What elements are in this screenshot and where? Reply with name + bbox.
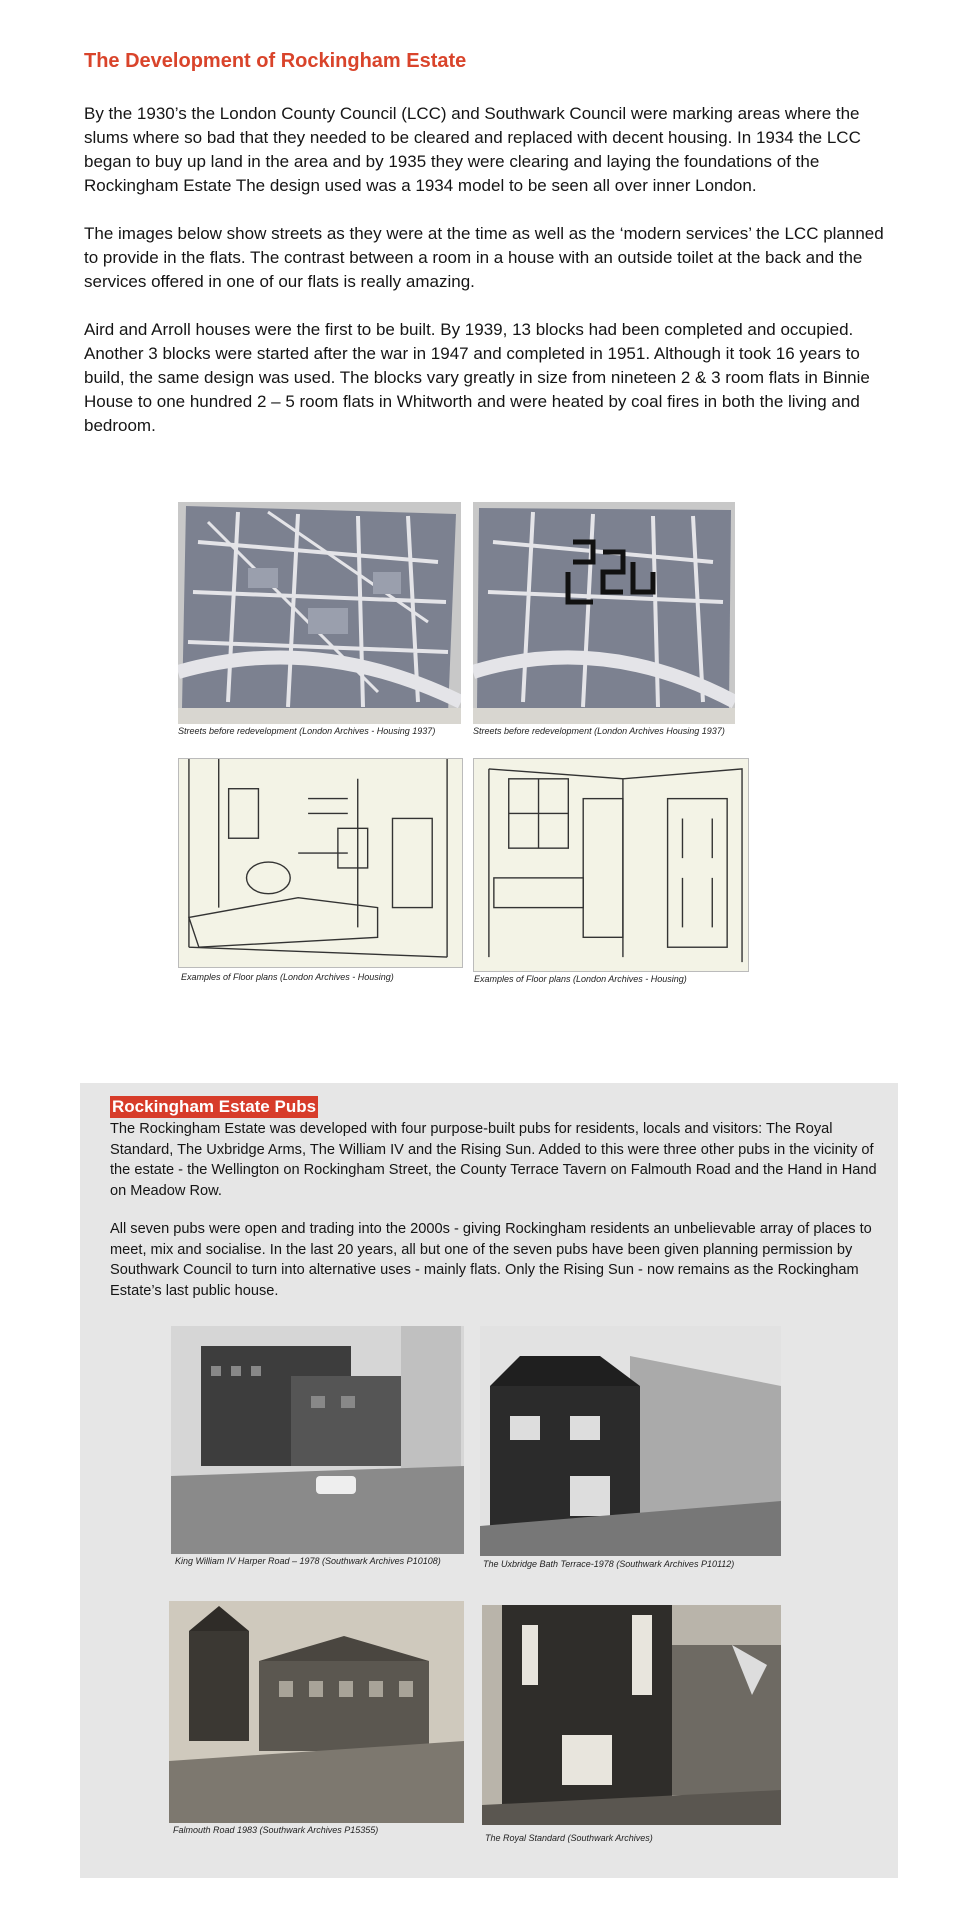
pub-caption-2: The Uxbridge Bath Terrace-1978 (Southwark Archives P10112) [483, 1559, 735, 1569]
intro-paragraph-2: The images below show streets as they were at the time as well as the ‘modern services’ the LCC planned to provide in the flats. The contrast between a room in a house with an outside toilet at the back and the services offered in one of our flats is really amazing. [84, 224, 884, 291]
pub-caption-4: The Royal Standard (Southwark Archives) [485, 1833, 653, 1843]
pubs-paragraph-1: The Rockingham Estate was developed with four purpose-built pubs for residents, locals and visitors: The Royal Standard, The Uxbridge Arms, The William IV and the Rising Sun. Added to this were three other pubs in the vicinity of the estate - the Wellington on Rockingham Street, the County Terrace Tavern on Falmouth Road and the Hand in Hand on Meadow Row. [110, 1121, 877, 1199]
pub-caption-1: King William IV Harper Road – 1978 (Southwark Archives P10108) [175, 1556, 441, 1566]
falmouth-road-photo [169, 1601, 464, 1823]
page-title: The Development of Rockingham Estate [84, 50, 467, 72]
uxbridge-arms-photo [480, 1326, 781, 1556]
intro-paragraph-1: By the 1930’s the London County Council (LCC) and Southwark Council were marking areas where the slums where so bad that they needed to be cleared and replaced with decent housing. In 1934 the LCC began to buy up land in the area and by 1935 they were clearing and laying the foundations of the Rockingham Estate The design used was a 1934 model to be seen all over inner London. [84, 104, 861, 195]
royal-standard-photo [482, 1605, 781, 1825]
king-william-photo [171, 1326, 464, 1554]
intro-paragraph-3: Aird and Arroll houses were the first to be built. By 1939, 13 blocks had been completed and occupied. Another 3 blocks were started after the war in 1947 and completed in 1951. Although it took 16 years to build, the same design was used. The blocks vary greatly in size from nineteen 2 & 3 room flats in Binnie House to one hundred 2 – 5 room flats in Whitworth and were heated by coal fires in both the living and bedroom. [84, 320, 870, 435]
street-map-image [178, 502, 461, 724]
plan-caption-2: Examples of Floor plans (London Archives - Housing) [474, 974, 687, 984]
kitchen-plan-image [473, 758, 749, 972]
estate-map-image [473, 502, 735, 724]
map-caption-2: Streets before redevelopment (London Archives Housing 1937) [473, 726, 725, 736]
bathroom-plan-image [178, 758, 463, 968]
pub-caption-3: Falmouth Road 1983 (Southwark Archives P15355) [173, 1825, 379, 1835]
map-caption-1: Streets before redevelopment (London Archives - Housing 1937) [178, 726, 436, 736]
pubs-paragraph-2: All seven pubs were open and trading into the 2000s - giving Rockingham residents an unbelievable array of places to meet, mix and socialise. In the last 20 years, all but one of the seven pubs have been given planning permission by Southwark Council to turn into alternative uses - mainly flats. Only the Rising Sun - now remains as the Rockingham Estate’s last public house. [110, 1221, 872, 1299]
pubs-section-title: Rockingham Estate Pubs [112, 1097, 317, 1116]
plan-caption-1: Examples of Floor plans (London Archives - Housing) [181, 972, 394, 982]
